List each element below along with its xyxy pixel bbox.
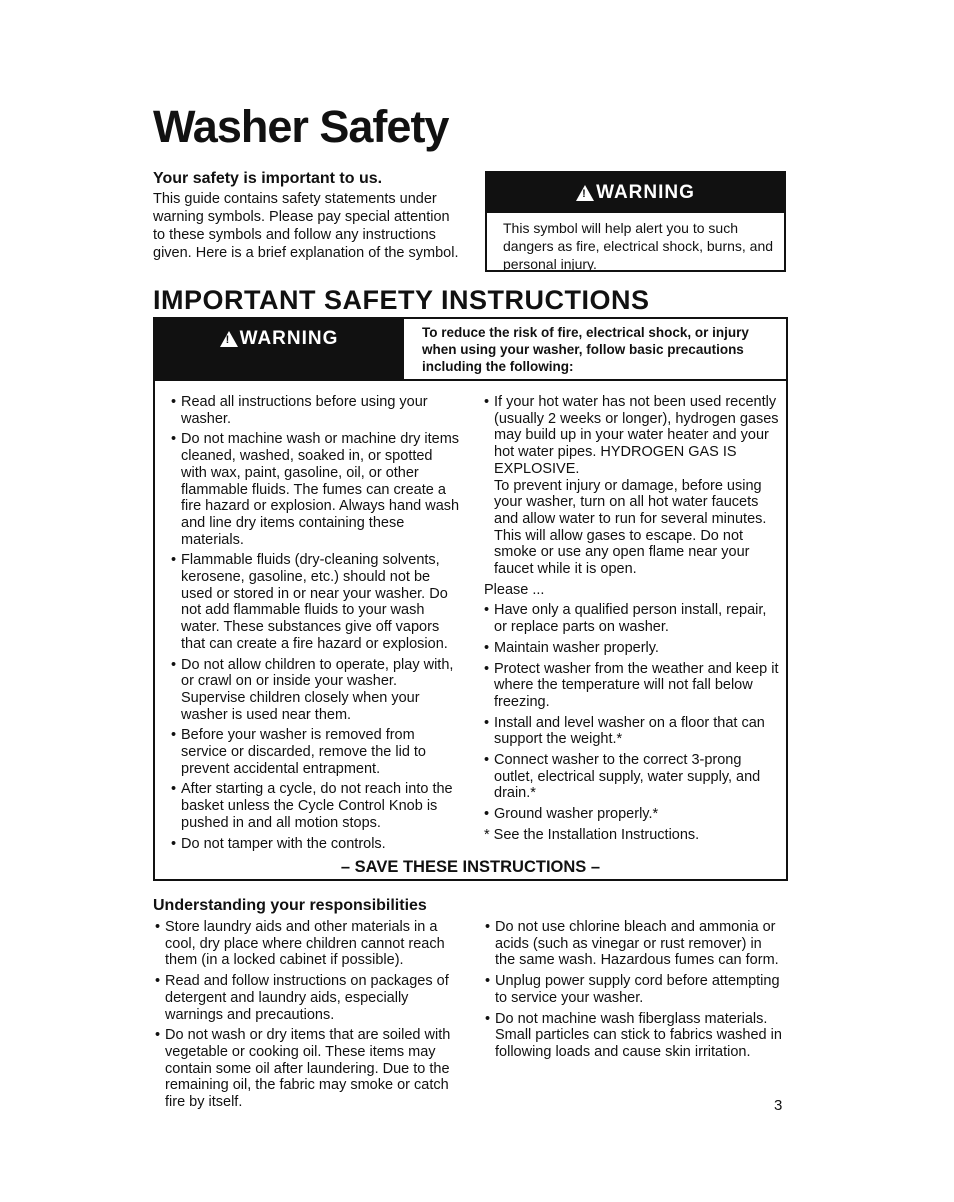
save-instructions: – SAVE THESE INSTRUCTIONS – [340,858,601,876]
list-item: • Maintain washer properly. [484,640,780,657]
list-item: • After starting a cycle, do not reach into the basket unless the Cycle Control Knob is pushed in and all motion stops. [171,781,461,831]
please-label: Please ... [484,581,545,598]
list-item: • Have only a qualified person install, repair, or replace parts on washer. [484,602,780,635]
important-right-column [484,394,780,844]
list-item: • Flammable fluids (dry-cleaning solvents, kerosene, gasoline, etc.) should not be used or stored in or near your washer. Do not add flammable fluids to your wash water. These substances give off vapors that can create a fire hazard or explosion. [171,552,461,652]
page-title: Washer Safety [153,101,449,152]
list-item: • Do not wash or dry items that are soiled with vegetable or cooking oil. These items may contain some oil after laundering. Due to the remaining oil, the fabric may smoke or catch fire by itself. [155,1027,467,1111]
important-warning-banner [155,319,403,379]
list-item: • Do not use chlorine bleach and ammonia or acids (such as vinegar or rust remover) in the same wash. Hazardous fumes can form. [485,919,785,969]
list-item: • If your hot water has not been used recently (usually 2 weeks or longer), hydrogen gases may build up in your water heater and your hot water pipes. HYDROGEN GAS IS EXPLOSIVE. [484,394,780,478]
important-heading: IMPORTANT SAFETY INSTRUCTIONS [153,285,650,315]
important-warning-label: WARNING [239,328,339,349]
list-item: • Do not machine wash or machine dry items cleaned, washed, soaked in, or spotted with wax, paint, gasoline, oil, or other flammable fluids. The fumes can create a fire hazard or explosion. Always hand wash and line dry items containing these materials. [171,431,461,548]
list-item: • Read all instructions before using your washer. [171,394,461,427]
divider [155,379,786,381]
intro-body: This guide contains safety statements under warning symbols. Please pay special attention to these symbols and follow any instructions given. Here is a brief explanation of the symbol. [153,191,459,261]
list-item: • Read and follow instructions on packages of detergent and laundry aids, especially warnings and precautions. [155,973,467,1023]
warning-triangle-icon [220,331,238,347]
list-item: • Do not machine wash fiberglass materials. Small particles can stick to fabrics washed in following loads and cause skin irritation. [485,1011,785,1061]
responsibilities-right-column [485,919,785,1065]
responsibilities-left-column [155,919,467,1115]
list-item: • Ground washer properly.* [484,806,780,823]
list-item: • Store laundry aids and other materials in a cool, dry place where children cannot reach them (in a locked cabinet if possible). [155,919,467,969]
list-item: • Do not tamper with the controls. [171,836,461,853]
list-item: • Install and level washer on a floor that can support the weight.* [484,715,780,748]
important-warning-text: To reduce the risk of fire, electrical shock, or injury when using your washer, follow basic precautions including the following: [422,325,749,374]
list-item: • Connect washer to the correct 3-prong outlet, electrical supply, water supply, and drain.* [484,752,780,802]
warning-symbol-box [485,171,786,272]
warning-symbol-text: This symbol will help alert you to such dangers as fire, electrical shock, burns, and personal injury. [503,220,774,272]
list-item-continuation: To prevent injury or damage, before using your washer, turn on all hot water faucets and allow water to run for several minutes. This will allow gases to escape. Do not smoke or use any open flame near your faucet while it is open. [494,477,767,578]
list-item: • Protect washer from the weather and keep it where the temperature will not fall below freezing. [484,661,780,711]
divider [402,319,404,379]
warning-symbol-banner [487,173,784,213]
page-number: 3 [774,1097,783,1114]
responsibilities-heading: Understanding your responsibilities [153,897,427,914]
warning-triangle-icon [576,185,594,201]
important-left-column [171,394,461,856]
list-item: • Unplug power supply cord before attempting to service your washer. [485,973,785,1006]
intro-heading: Your safety is important to us. [153,170,383,187]
warning-symbol-label: WARNING [596,182,695,203]
footnote: * See the Installation Instructions. [484,826,700,843]
list-item: • Before your washer is removed from service or discarded, remove the lid to prevent accidental entrapment. [171,727,461,777]
list-item: • Do not allow children to operate, play with, or crawl on or inside your washer. Supervise children closely when your washer is used near them. [171,657,461,724]
